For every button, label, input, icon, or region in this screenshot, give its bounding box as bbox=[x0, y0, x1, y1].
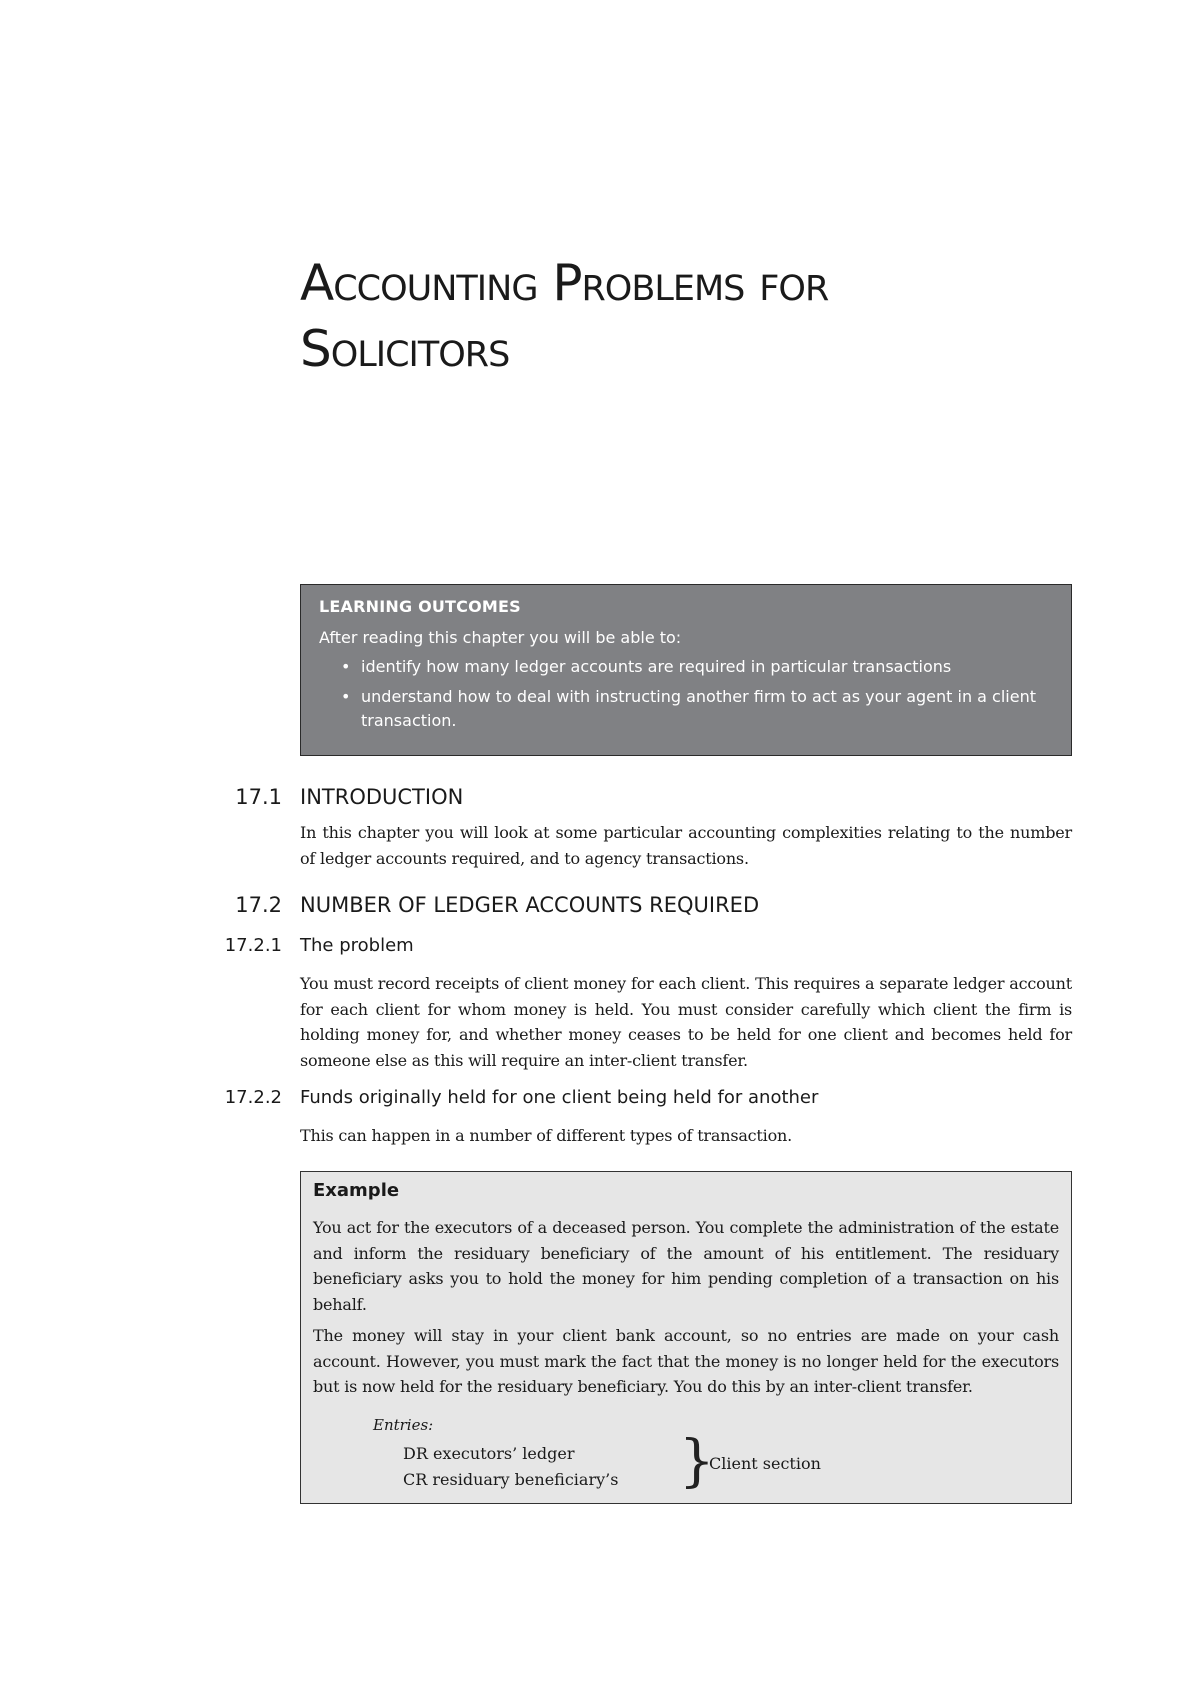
entry-credit: CR residuary beneficiary’s bbox=[403, 1470, 619, 1489]
section-17-1-body: In this chapter you will look at some particular accounting complexities relating to the number of ledger accounts required, and to agency transactions. bbox=[300, 823, 1072, 868]
section-title: The problem bbox=[300, 935, 414, 956]
learning-outcomes-box bbox=[300, 584, 1072, 756]
learning-outcome-item: • understand how to deal with instructing another firm to act as your agent in a client transaction. bbox=[341, 685, 1053, 733]
section-number: 17.2.2 bbox=[224, 1087, 282, 1108]
entries-label: Entries: bbox=[373, 1416, 434, 1434]
section-title: Funds originally held for one client being held for another bbox=[300, 1087, 819, 1108]
brace-icon: } bbox=[679, 1429, 715, 1494]
learning-outcome-item: • identify how many ledger accounts are required in particular transactions bbox=[341, 655, 1053, 679]
client-section-label: Client section bbox=[709, 1454, 821, 1473]
learning-outcomes-list bbox=[319, 655, 1053, 733]
learning-outcomes-heading: LEARNING OUTCOMES bbox=[319, 597, 521, 616]
chapter-title-line-2: Solicitors bbox=[300, 320, 510, 378]
chapter-title-line-1: Accounting Problems for bbox=[300, 254, 829, 312]
chapter-title bbox=[300, 250, 1100, 382]
section-number: 17.1 bbox=[235, 785, 282, 809]
example-paragraph-1: You act for the executors of a deceased person. You complete the administration of the estate and inform the residuary beneficiary of the amount of his entitlement. The residuary beneficiary asks you to hold the money for him pending completion of a transaction on his behalf. bbox=[313, 1218, 1059, 1314]
section-17-2-2-body: This can happen in a number of different types of transaction. bbox=[300, 1126, 792, 1145]
section-17-2-1-body: You must record receipts of client money for each client. This requires a separate ledger account for each client for whom money is held. You must consider carefully which client the firm is holding money for, and whether money ceases to be held for one client and becomes held for someone else as this will require an inter-client transfer. bbox=[300, 974, 1072, 1070]
section-title: NUMBER OF LEDGER ACCOUNTS REQUIRED bbox=[300, 893, 760, 917]
example-paragraph-2: The money will stay in your client bank account, so no entries are made on your cash account. However, you must mark the fact that the money is no longer held for the executors but is now held for the residuary beneficiary. You do this by an inter-client transfer. bbox=[313, 1326, 1059, 1396]
example-title: Example bbox=[313, 1180, 400, 1201]
section-title: INTRODUCTION bbox=[300, 785, 464, 809]
entry-debit: DR executors’ ledger bbox=[403, 1444, 575, 1463]
section-number: 17.2.1 bbox=[224, 935, 282, 956]
example-box bbox=[300, 1171, 1072, 1504]
learning-outcomes-intro: After reading this chapter you will be able to: bbox=[319, 628, 682, 647]
section-number: 17.2 bbox=[235, 893, 282, 917]
